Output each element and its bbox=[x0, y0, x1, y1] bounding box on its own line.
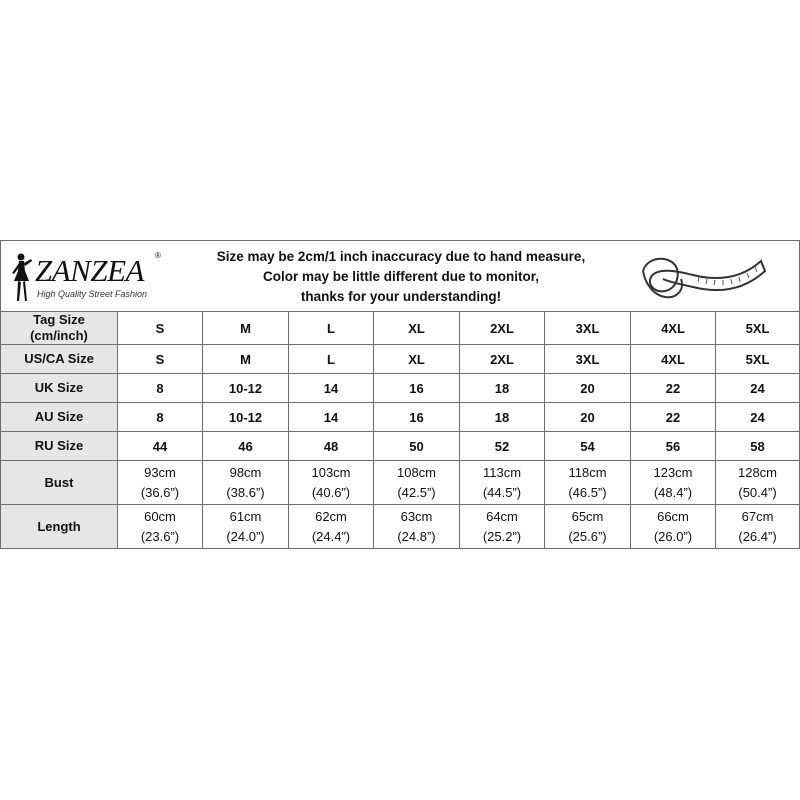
uk-size-row bbox=[1, 374, 800, 403]
cm-value: 67cm bbox=[741, 508, 774, 524]
cm-value: 113cm bbox=[482, 464, 522, 480]
table-cell: 22 bbox=[631, 374, 716, 403]
table-cell bbox=[118, 461, 203, 505]
au-size-row bbox=[1, 403, 800, 432]
table-cell: 58 bbox=[716, 432, 800, 461]
table-cell: 8 bbox=[118, 374, 203, 403]
table-cell bbox=[545, 505, 631, 549]
table-cell: 14 bbox=[289, 374, 374, 403]
tag-size-unit-label: (cm/inch) bbox=[30, 328, 88, 343]
table-cell: 22 bbox=[631, 403, 716, 432]
table-cell bbox=[545, 461, 631, 505]
tag-size-label: Tag Size bbox=[33, 312, 85, 327]
inch-value: (26.0”) bbox=[653, 528, 693, 544]
brand-tagline: High Quality Street Fashion bbox=[37, 289, 148, 299]
table-cell: 44 bbox=[118, 432, 203, 461]
table-cell: 4XL bbox=[631, 312, 716, 345]
table-cell bbox=[460, 505, 545, 549]
table-cell: 18 bbox=[460, 403, 545, 432]
inch-value: (46.5”) bbox=[568, 484, 607, 500]
inch-value: (25.6”) bbox=[568, 528, 607, 544]
us-ca-size-row bbox=[1, 345, 800, 374]
table-cell: 24 bbox=[716, 403, 800, 432]
cm-value: 64cm bbox=[486, 508, 518, 524]
table-cell: 3XL bbox=[545, 312, 631, 345]
table-cell: 56 bbox=[631, 432, 716, 461]
table-cell bbox=[374, 505, 460, 549]
row-label-au-size: AU Size bbox=[1, 403, 118, 432]
table-cell: 10-12 bbox=[203, 374, 289, 403]
table-cell bbox=[716, 461, 800, 505]
cm-value: 60cm bbox=[144, 508, 176, 524]
inch-value: (36.6”) bbox=[140, 484, 180, 500]
table-cell: S bbox=[118, 345, 203, 374]
cm-value: 103cm bbox=[311, 464, 351, 480]
table-cell: M bbox=[203, 312, 289, 345]
table-cell: 2XL bbox=[460, 345, 545, 374]
row-label-us-ca-size: US/CA Size bbox=[1, 345, 118, 374]
table-cell bbox=[374, 461, 460, 505]
table-cell: 18 bbox=[460, 374, 545, 403]
inch-value: (23.6”) bbox=[140, 528, 180, 544]
table-cell bbox=[289, 505, 374, 549]
cm-value: 61cm bbox=[229, 508, 262, 524]
table-cell: 14 bbox=[289, 403, 374, 432]
inch-value: (48.4”) bbox=[653, 484, 693, 500]
table-cell: L bbox=[289, 345, 374, 374]
inch-value: (44.5”) bbox=[482, 484, 522, 500]
inch-value: (24.4”) bbox=[311, 528, 351, 544]
row-label-ru-size: RU Size bbox=[1, 432, 118, 461]
header-row bbox=[1, 241, 800, 312]
table-cell: 10-12 bbox=[203, 403, 289, 432]
table-cell: 50 bbox=[374, 432, 460, 461]
table-cell bbox=[289, 461, 374, 505]
notice-line-3: thanks for your understanding! bbox=[300, 289, 502, 304]
table-cell bbox=[118, 505, 203, 549]
brand-name: ZANZEA bbox=[35, 253, 144, 288]
length-row bbox=[1, 505, 800, 549]
table-cell: 8 bbox=[118, 403, 203, 432]
notice-text bbox=[191, 247, 611, 307]
cm-value: 93cm bbox=[144, 464, 176, 480]
row-label-tag-size bbox=[1, 312, 118, 345]
table-cell bbox=[716, 505, 800, 549]
inch-value: (38.6”) bbox=[226, 484, 265, 500]
notice-line-2: Color may be little different due to monitor, bbox=[262, 269, 540, 284]
registered-mark: ® bbox=[155, 251, 161, 260]
cm-value: 65cm bbox=[571, 508, 604, 524]
inch-value: (40.6”) bbox=[311, 484, 351, 500]
table-cell bbox=[631, 461, 716, 505]
table-cell: L bbox=[289, 312, 374, 345]
cm-value: 118cm bbox=[568, 464, 607, 480]
brand-logo bbox=[7, 249, 167, 305]
table-cell bbox=[460, 461, 545, 505]
measuring-tape-icon bbox=[637, 249, 769, 305]
table-cell: XL bbox=[374, 312, 460, 345]
woman-figure-icon bbox=[7, 251, 37, 305]
table-cell bbox=[203, 505, 289, 549]
table-cell: 24 bbox=[716, 374, 800, 403]
cm-value: 66cm bbox=[657, 508, 689, 524]
table-cell: 20 bbox=[545, 374, 631, 403]
table-cell: 48 bbox=[289, 432, 374, 461]
table-cell: 5XL bbox=[716, 345, 800, 374]
inch-value: (25.2”) bbox=[482, 528, 522, 544]
table-cell: 46 bbox=[203, 432, 289, 461]
table-cell bbox=[203, 461, 289, 505]
cm-value: 108cm bbox=[396, 464, 437, 480]
inch-value: (26.4”) bbox=[738, 528, 777, 544]
table-cell: 16 bbox=[374, 403, 460, 432]
row-label-bust: Bust bbox=[1, 461, 118, 505]
table-cell: XL bbox=[374, 345, 460, 374]
table-cell: 52 bbox=[460, 432, 545, 461]
tag-size-row bbox=[1, 312, 800, 345]
table-cell bbox=[631, 505, 716, 549]
table-cell: 4XL bbox=[631, 345, 716, 374]
bust-row bbox=[1, 461, 800, 505]
table-cell: 3XL bbox=[545, 345, 631, 374]
inch-value: (50.4”) bbox=[738, 484, 777, 500]
ru-size-row bbox=[1, 432, 800, 461]
inch-value: (24.8”) bbox=[397, 528, 436, 544]
row-label-uk-size: UK Size bbox=[1, 374, 118, 403]
header-cell bbox=[1, 241, 800, 312]
cm-value: 63cm bbox=[400, 508, 433, 524]
cm-value: 123cm bbox=[653, 464, 693, 480]
cm-value: 62cm bbox=[315, 508, 347, 524]
row-label-length: Length bbox=[1, 505, 118, 549]
inch-value: (42.5”) bbox=[397, 484, 436, 500]
table-cell: 54 bbox=[545, 432, 631, 461]
inch-value: (24.0”) bbox=[226, 528, 265, 544]
table-cell: 2XL bbox=[460, 312, 545, 345]
table-cell: 20 bbox=[545, 403, 631, 432]
table-cell: M bbox=[203, 345, 289, 374]
cm-value: 128cm bbox=[737, 464, 778, 480]
cm-value: 98cm bbox=[229, 464, 262, 480]
table-cell: S bbox=[118, 312, 203, 345]
notice-line-1: Size may be 2cm/1 inch inaccuracy due to hand measure, bbox=[216, 249, 586, 264]
size-chart-table bbox=[0, 240, 800, 549]
table-cell: 16 bbox=[374, 374, 460, 403]
table-cell: 5XL bbox=[716, 312, 800, 345]
